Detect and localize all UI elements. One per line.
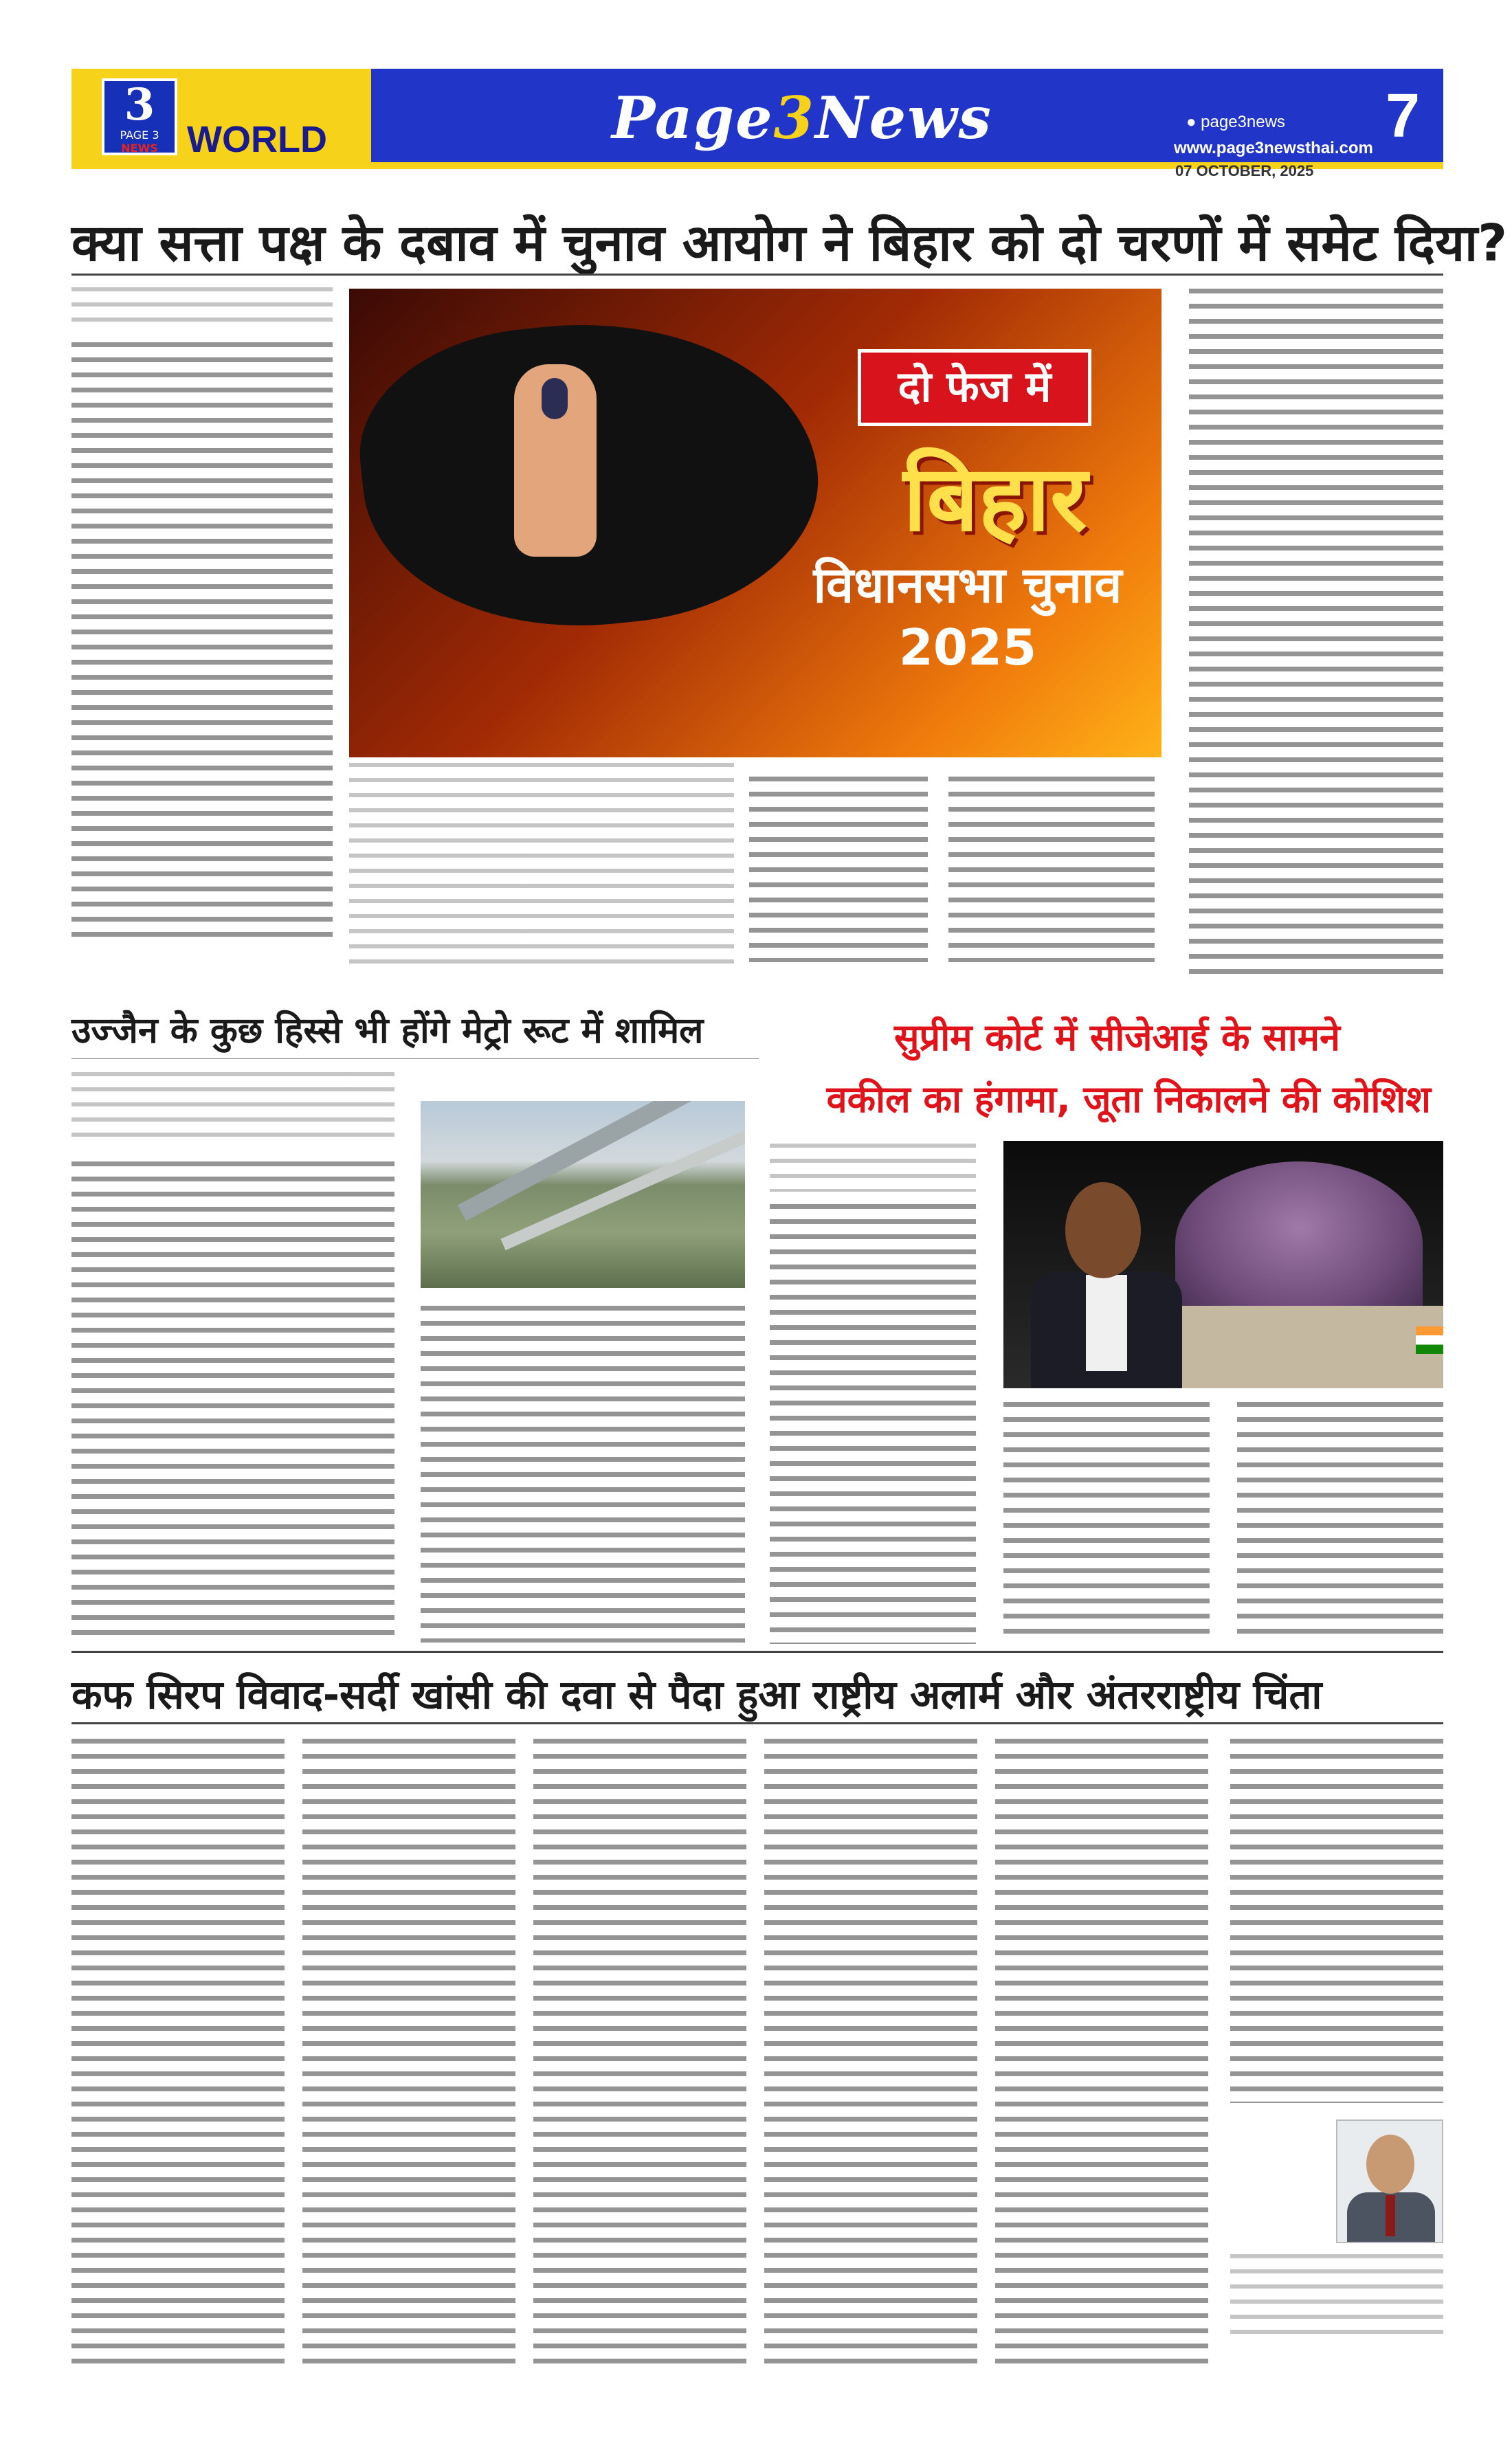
- bihar-byline: [71, 287, 333, 329]
- image-year: 2025: [898, 619, 1037, 676]
- issue-date: 07 OCTOBER, 2025: [1175, 162, 1314, 179]
- court-building: [1155, 1306, 1443, 1388]
- sc-headline-line1[interactable]: सुप्रीम कोर्ट में सीजेआई के सामने: [894, 1016, 1340, 1059]
- page-number: 7: [1386, 82, 1421, 151]
- phase-badge: दो फेज में: [858, 349, 1091, 426]
- author-photo: [1336, 2119, 1443, 2243]
- bihar-column-4: [1189, 289, 1443, 976]
- bihar-caption-block: [349, 763, 734, 969]
- sc-column-3: [1237, 1402, 1443, 1643]
- sc-headline-line2[interactable]: वकील का हंगामा, जूता निकालने की कोशिश: [826, 1078, 1431, 1121]
- bihar-column-3: [948, 777, 1155, 962]
- bihar-election-image[interactable]: [349, 289, 1161, 757]
- author-bio: [1230, 2254, 1443, 2344]
- cough-column-3: [533, 1739, 746, 2371]
- image-title: बिहार: [903, 446, 1087, 552]
- section-label: WORLD: [187, 119, 327, 160]
- ujjain-headline[interactable]: उज्जैन के कुछ हिस्से भी होंगे मेट्रो रूट में शामिल: [71, 1010, 704, 1051]
- website-link[interactable]: www.page3newsthai.com: [1174, 139, 1373, 157]
- cough-column-5: [995, 1739, 1208, 2371]
- ink-mark: [542, 378, 568, 419]
- brand-num: 3: [773, 84, 815, 152]
- bihar-column-2: [749, 777, 928, 962]
- author-tie: [1386, 2195, 1395, 2236]
- divider: [71, 1058, 759, 1059]
- bihar-headline[interactable]: क्या सत्ता पक्ष के दबाव में चुनाव आयोग ने बिहार को दो चरणों में समेट दिया?: [71, 214, 1508, 273]
- social-handle[interactable]: ● page3news: [1186, 113, 1285, 131]
- metro-photo[interactable]: [421, 1101, 745, 1288]
- cough-column-1: [71, 1739, 285, 2371]
- brand-title[interactable]: [612, 84, 992, 152]
- brand-pre: Page: [612, 84, 774, 152]
- voter-finger-icon: [514, 364, 597, 557]
- cough-column-4: [764, 1739, 977, 2371]
- logo[interactable]: [102, 78, 177, 155]
- logo-number: 3: [124, 79, 155, 131]
- person-head: [1065, 1182, 1141, 1278]
- logo-line1: PAGE 3: [120, 129, 159, 142]
- supreme-court-photo[interactable]: [1003, 1141, 1443, 1388]
- court-dome: [1175, 1161, 1423, 1326]
- ujjain-column-1: [71, 1161, 394, 1643]
- logo-line2: NEWS: [121, 142, 158, 155]
- person-shirt: [1086, 1275, 1127, 1371]
- ujjain-byline: [71, 1072, 394, 1141]
- author-head: [1366, 2135, 1414, 2194]
- sc-column-2: [1003, 1402, 1210, 1643]
- sc-column-1: [770, 1204, 976, 1644]
- cough-syrup-headline[interactable]: कफ सिरप विवाद-सर्दी खांसी की दवा से पैदा हुआ राष्ट्रीय अलार्म और अंतरराष्ट्रीय चिंता: [71, 1671, 1322, 1718]
- cough-column-2: [302, 1739, 515, 2371]
- cough-column-6: [1230, 1739, 1443, 2103]
- brand-post: News: [814, 84, 992, 152]
- flag-icon: [1416, 1326, 1443, 1354]
- image-subtitle: विधानसभा चुनाव: [813, 556, 1122, 614]
- bihar-column-1: [71, 342, 333, 947]
- divider: [71, 1722, 1443, 1724]
- sc-byline: [770, 1144, 976, 1192]
- divider: [71, 274, 1443, 276]
- ujjain-column-2: [421, 1306, 745, 1643]
- divider: [71, 1651, 1443, 1653]
